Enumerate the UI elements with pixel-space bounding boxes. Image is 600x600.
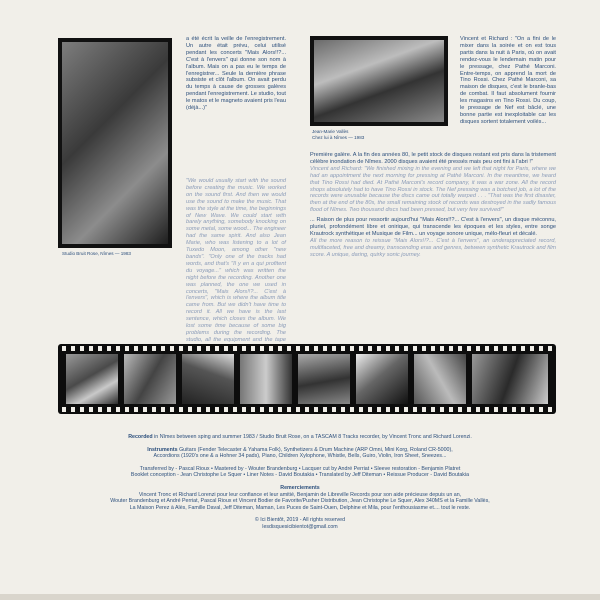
instruments-label: Instruments: [147, 446, 178, 453]
recorded-text: in Nîmes between sping and summer 1983 / Studio Bruit Rose, on a TASCAM 8 Tracks recorder, by Vincent Tronc and Richard Lorenzi.: [154, 434, 472, 440]
bottom-edge: [0, 594, 600, 600]
portrait-photo: [310, 36, 448, 126]
left-en-quote-text: "We would usually start with the sound before creating the music. We worked on the sound first. And then we would use the sound to make the music. That was the style at the time, the beginnings of New Wave. We could start with barely anything, somebody knocking on some metal, some wood... The engineer had the same spirit. And also Jean Marie, who was listening to a lot of Tuxedo Moon, among other "new bands". "Only one of the tracks had words, and that's "Il y en a qui profitent du voyage..." which was written the night before the recording. Another one was planned, the one we used in concerts, "Mais Alors!!?... C'est à l'envers", which is where the album title came from. But we didn't have time to record it. All we have is the last sentence, which closes the album. We lost some time because of some big problems during the recording. The studio, all the equipment and the tape: [186, 178, 286, 343]
left-fr-paragraph: a été écrit la veille de l'enregistrement. Un autre était prévu, celui utilisé pendant les concerts "Mais Alors!!?... C'est à l'envers" qui donne son nom à l'album. Mais on a pas eu le temps de l'enregistrer... Seule la dernière phrase subsiste et clôt l'album. On avait perdu du temps à cause de grosses galères pendant l'enregistrement. Le studio, tout le matos et le magneto avaient pris l'eau (déjà...)": [186, 36, 286, 112]
thanks-line2: Wouter Brandenburg et André Perriat, Pascal Rioux et Vincent Bodier de Favorite/Pusher Distribution, Jean Christophe Le Squer, Alex 340MS et la Famille Vallès,: [110, 498, 490, 505]
credits-block: [40, 434, 560, 531]
thanks-line3: La Maison Perez à Alès, Famille Daval, Jeff Diteman, Maman, Les Puces de Saint-Ouen, Delphine et Mila, pour l'enthousiasme et.... tout le reste.: [129, 504, 471, 511]
film-frame: [472, 354, 548, 404]
right-fr-quote: [460, 36, 556, 126]
contact-email: lesdisquesicibientot@gmail.com: [262, 523, 338, 530]
right-fr-closing: ... Raison de plus pour ressortir aujourd'hui "Mais Alors!!?... C'est à l'envers", un disque méconnu, pluriel, profondément libre et onirique, qui transcende les époques et les styles, entre songe Krautrock synthétique et Musique de Film... un voyage sonore unique, mélo-fleuri et décalé.: [310, 217, 556, 237]
thanks-title-text: Remerciements: [280, 484, 320, 491]
left-column-text: [186, 36, 286, 112]
studio-photo-caption: Studio Bruit Rose, Nîmes — 1983: [62, 251, 131, 256]
film-frame: [298, 354, 350, 404]
film-frame: [414, 354, 466, 404]
right-lower-text: [310, 152, 556, 259]
portrait-caption-line1: Jean-Marie Vallès: [312, 129, 349, 134]
staff-line1: Transferred by - Pascal Rioux • Mastered by - Wouter Brandenburg • Lacquer cut by André Perriat • Sleeve restoration - Benjamin Platret: [139, 465, 461, 472]
film-frame: [182, 354, 234, 404]
left-en-quote: [186, 178, 286, 358]
instruments-line2: Accordions (1920's one & a Hohner 34 pads), Piano, Children Xylophone, Whistle, Bells, Guiro, Violin, Iron Sheet, Sneezes...: [153, 453, 447, 460]
portrait-caption-line2: Chez lui à Nîmes — 1983: [312, 134, 365, 140]
recorded-line: [40, 434, 560, 441]
film-frame: [66, 354, 118, 404]
right-en-quote: Vincent and Richard: "We finished mixing in the evening and we left that night for Paris, where we had an appointment the next morning for pressing at Pathé Marconi. In the meantime, we heard that Tino Rossi had died. At Pathé Marconi's record company, it was a war zone. All the record shops absolutely had to have Tino Rossi in stock. The Nef pressing was a botched job, a lot of the records were unusable because the discs came out totally warped . . . "That was the first disaster, then at the end of the 80s, the small remaining stock of records was destroyed in the sadly famous flood of Nîmes. Two thousand discs had been pressed, but very few survived!": [310, 165, 556, 214]
right-fr-continuation: Première galère. A la fin des années 80, le petit stock de disques restant est pris dans la tristement célèbre inondation de Nîmes. 2000 disques avaient été pressés mais peu ont fini à l'abri !": [310, 152, 556, 165]
thanks-line1: Vincent Tronc et Richard Lorenzi pour leur confiance et leur amitié, Benjamin de Libreville Records pour son aide précieuse depuis un an,: [138, 491, 462, 498]
film-frame: [124, 354, 176, 404]
recorded-label: Recorded: [128, 434, 153, 440]
film-frame: [240, 354, 292, 404]
portrait-caption: [312, 129, 412, 140]
copyright: © Ici Bientôt, 2019 - All rights reserved: [254, 517, 346, 524]
film-frame: [356, 354, 408, 404]
film-strip: [58, 344, 556, 414]
instruments-line: [40, 447, 560, 454]
right-fr-quote-text: Vincent et Richard : "On a fini de le mixer dans la soirée et on est tous partis dans la nuit à Paris, où on avait rendez-vous le lendemain matin pour le pressage, chez Pathé Marconi. Entre-temps, on apprend la mort de Tino Rossi. Chez Pathé Marconi, sa maison de disques, c'est le branle-bas de combat. Il faut absolument fournir les magasins en Tino Rossi. Du coup, le pressage de Nef est bâclé, une bonne partie est inexploitable car les disques sortent totalement voilés...: [460, 36, 556, 125]
studio-photo: [58, 38, 172, 248]
instruments-line1: Guitars (Fender Telecaster & Yahama Folk), Synthetizers & Drum Machine (ARP Omni, Mini Korg, Roland CR-5000),: [179, 446, 453, 453]
right-en-closing: All the more reason to reissue "Mais Alors!!?... C'est à l'envers", an underappreciated record, multifaceted, free and dreamy, transcending eras and genres, between synthetic Krautrock and film score. A unique, daring, quirky sonic journey.: [310, 237, 556, 258]
staff-line2: Booklet conception - Jean Christophe Le Squer • Liner Notes - David Boutakia • Translated by Jeff Diteman • Reissue Producer - David Boutakia: [130, 472, 470, 479]
thanks-title: [40, 485, 560, 492]
